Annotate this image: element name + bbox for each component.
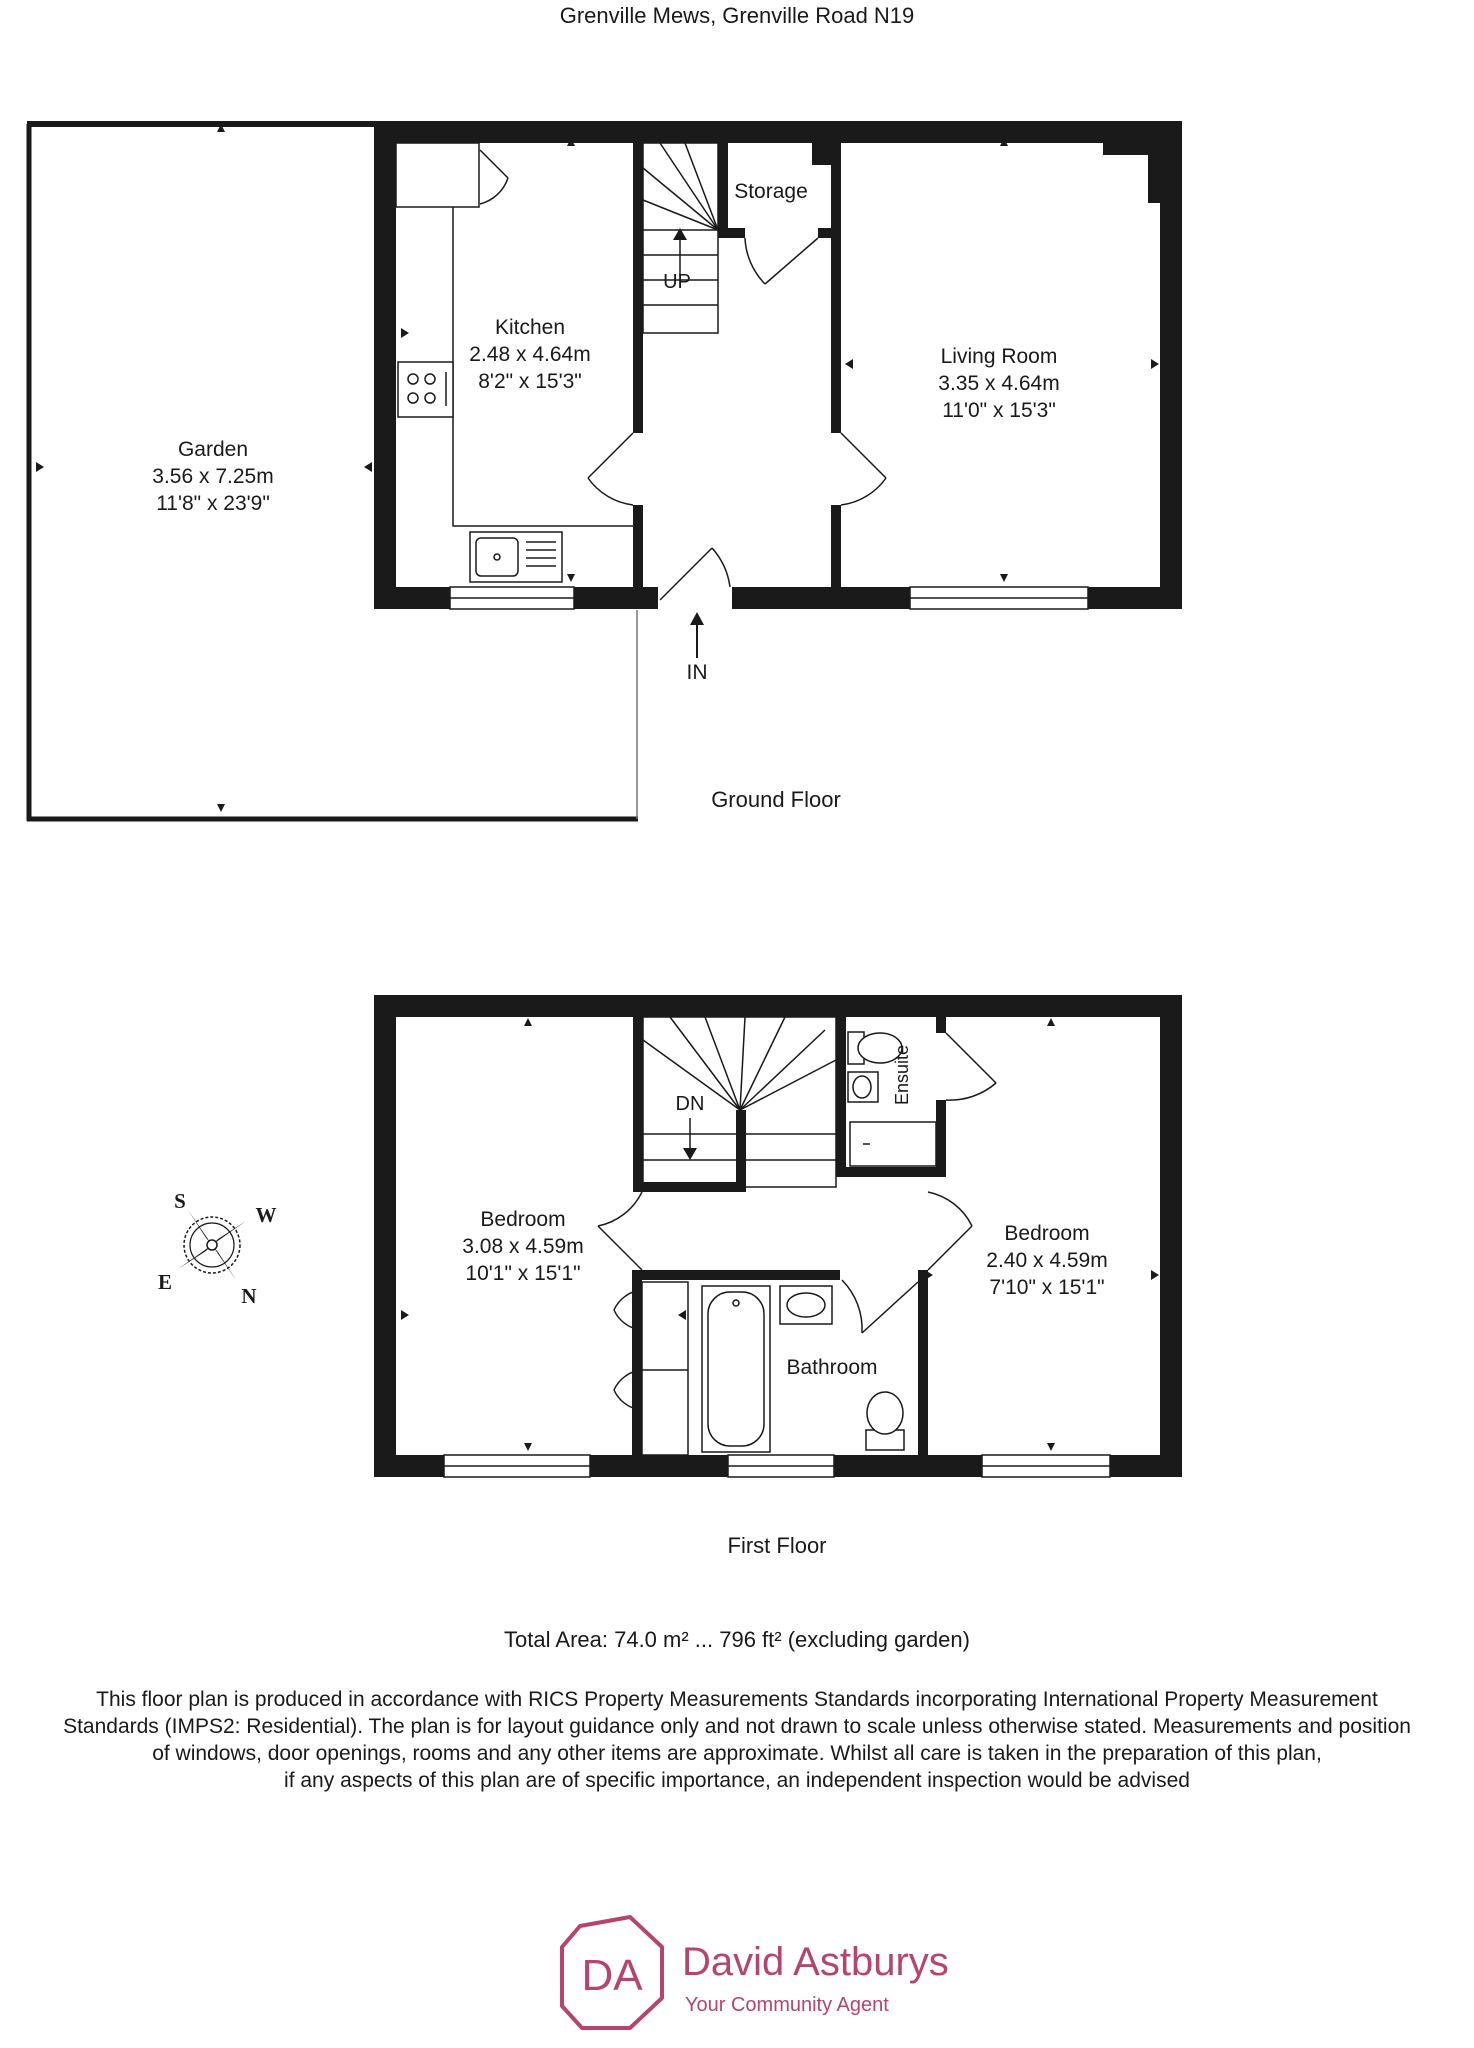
total-area: Total Area: 74.0 m² ... 796 ft² (excluding garden) [504,1627,970,1652]
stairs-down-label: DN [675,1093,705,1115]
living-room-imperial: 11'0" x 15'3" [942,399,1056,422]
brand-logo [562,1917,949,2028]
bedroom-2-label: Bedroom [1004,1222,1090,1245]
bathroom-label: Bathroom [786,1356,878,1379]
garden-label: Garden [177,438,249,461]
storage-label: Storage [734,180,808,203]
living-room-label: Living Room [940,345,1058,368]
bedroom-2-metric: 2.40 x 4.59m [986,1249,1108,1272]
disclaimer-line: of windows, door openings, rooms and any other items are approximate. Whilst all care is taken in the preparation of this plan, [152,1742,1322,1765]
compass-n: N [241,1284,257,1308]
compass-rose [158,1189,277,1308]
garden-imperial: 11'8" x 23'9" [156,492,270,515]
plan-title: Grenville Mews, Grenville Road N19 [559,3,915,28]
bedroom-1-imperial: 10'1" x 15'1" [465,1262,581,1285]
stairs-up-label: UP [663,271,691,293]
logo-monogram: DA [581,1951,643,2000]
ensuite-label: Ensuite [892,1044,912,1106]
first-floor-plan [374,995,1182,1558]
disclaimer [0,1686,1474,1794]
bedroom-1-metric: 3.08 x 4.59m [462,1235,584,1258]
entrance-label: IN [686,661,708,684]
disclaimer-line: if any aspects of this plan are of specific importance, an independent inspection would be advised [284,1769,1190,1792]
kitchen-label: Kitchen [494,316,566,339]
ground-floor-plan [27,121,1182,821]
disclaimer-line: Standards (IMPS2: Residential). The plan is for layout guidance only and not drawn to scale unless otherwise stated. Measurements and position [63,1715,1411,1738]
disclaimer-line: This floor plan is produced in accordance with RICS Property Measurements Standards incorporating International Property Measurement [96,1688,1378,1711]
living-room-metric: 3.35 x 4.64m [938,372,1060,395]
ground-floor-label: Ground Floor [711,787,841,812]
garden-boundary [27,124,638,821]
brand-tagline: Your Community Agent [685,1994,889,2016]
garden-metric: 3.56 x 7.25m [152,465,274,488]
first-floor-windows [444,1455,1110,1477]
compass-e: E [157,1270,173,1294]
bedroom-2-imperial: 7'10" x 15'1" [989,1276,1105,1299]
compass-w: W [255,1203,277,1227]
brand-name: David Astburys [682,1940,949,1984]
bedroom-1-label: Bedroom [480,1208,566,1231]
compass-s: S [174,1189,186,1213]
kitchen-imperial: 8'2" x 15'3" [478,370,582,393]
first-floor-label: First Floor [727,1533,827,1558]
kitchen-metric: 2.48 x 4.64m [469,343,591,366]
